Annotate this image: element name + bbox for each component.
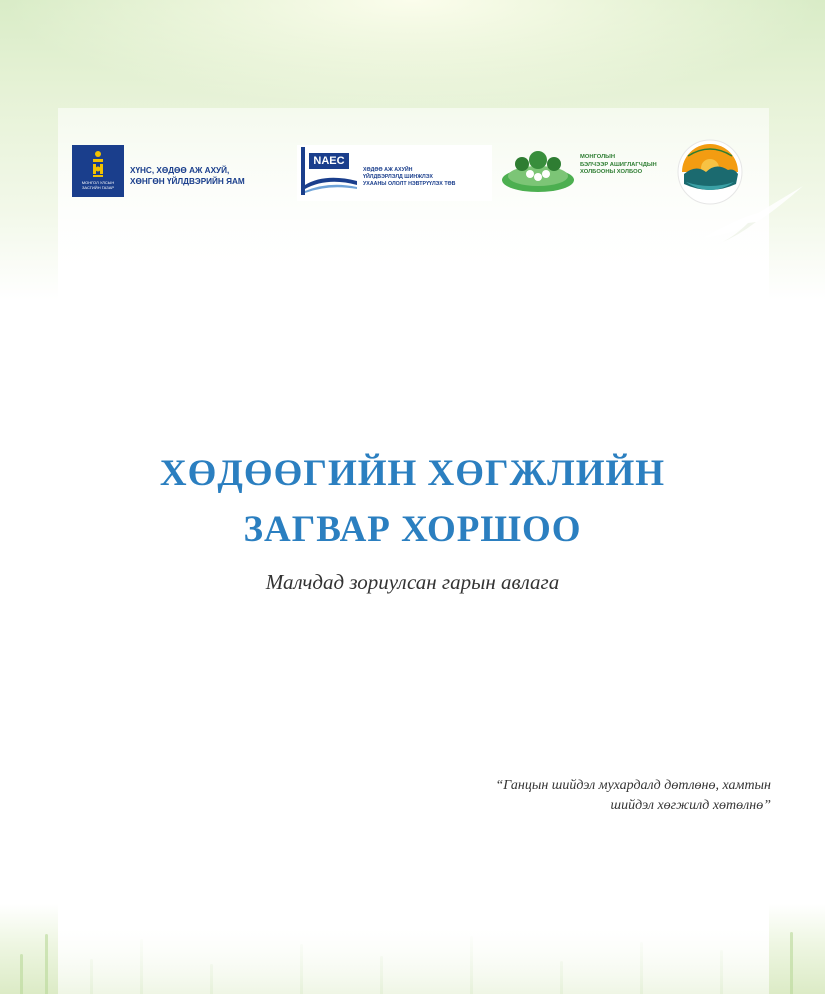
round-partner-logo-icon [676,138,744,206]
naec-name-line1: ХӨДӨӨ АЖ АХУЙН [363,167,413,173]
herders-name-line1: МОНГОЛЫН [580,154,616,160]
herders-emblem-icon [500,146,576,196]
ministry-name-line1: ХҮНС, ХӨДӨӨ АЖ АХУЙ, [130,166,230,175]
herders-name [580,154,680,177]
naec-wave-icon [305,171,357,193]
herders-name-line3: ХОЛБООНЫ ХОЛБОО [580,169,643,176]
soyombo-icon [90,150,106,178]
naec-logo [297,145,492,201]
herders-association-logo [500,144,670,200]
naec-abbr: NAEC [309,153,349,169]
cover-page [58,108,769,994]
main-title-line1: ХӨДӨӨГИЙН ХӨГЖЛИЙН [159,453,666,494]
partner-logos [72,142,752,212]
subtitle: Малчдад зориулсан гарын авлага [265,570,560,594]
herders-name-line2: БЭЛЧЭЭР АШИГЛАГЧДЫН [580,161,657,168]
naec-name [363,167,493,188]
ministry-name-line2: ХӨНГӨН ҮЙЛДВЭРИЙН ЯАМ [130,177,245,186]
naec-name-line2: ҮЙЛДВЭРЛЭЛД ШИНЖЛЭХ [363,174,433,180]
quote [311,776,771,816]
main-title-line2: ЗАГВАР ХОРШОО [243,509,582,550]
naec-mark [301,147,357,195]
ministry-name [130,165,310,187]
emblem-caption: МОНГОЛ УЛСЫН ЗАСГИЙН ГАЗАР [81,180,115,190]
government-emblem [72,145,124,197]
naec-name-line3: УХААНЫ ОЛОЛТ НЭВТРҮҮЛЭХ ТӨВ [363,181,456,187]
ministry-logo [72,145,302,201]
quote-line1: “Ганцын шийдэл мухардалд дөтлөнө, хамтын [495,778,771,793]
quote-line2: шийдэл хөгжилд хөтөлнө” [610,798,771,813]
